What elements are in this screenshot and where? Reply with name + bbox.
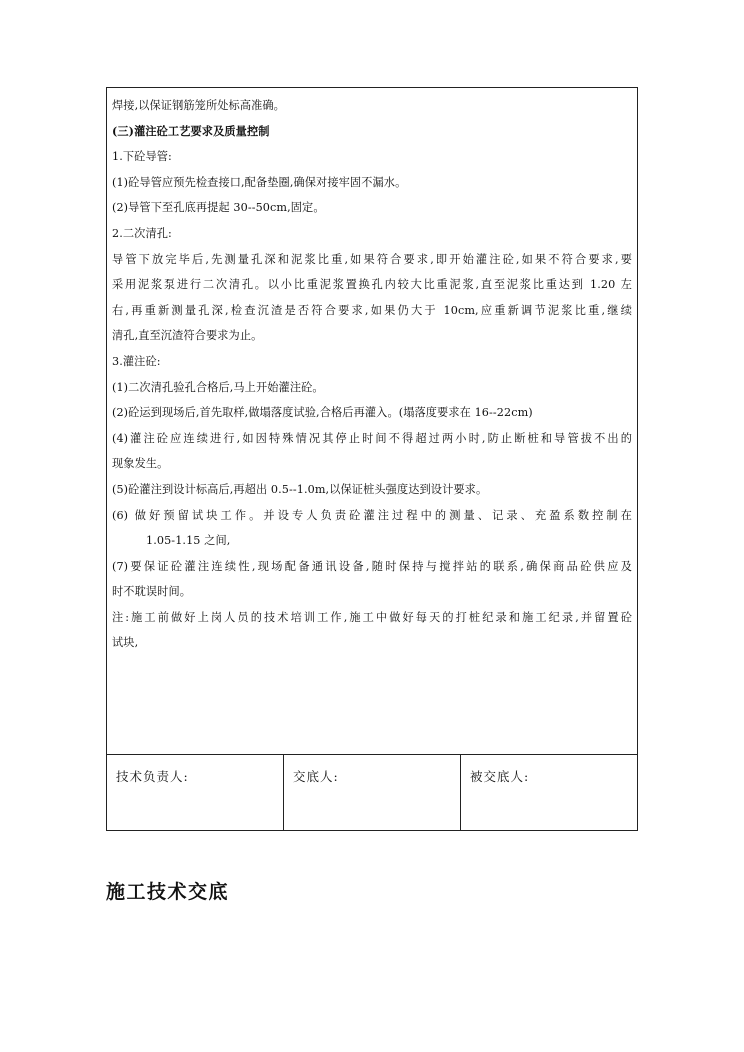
content-line: 2.二次清孔: xyxy=(112,226,172,240)
content-line: (三)灌注砼工艺要求及质量控制 xyxy=(112,123,270,138)
content-line: 采用泥浆泵进行二次清孔。以小比重泥浆置换孔内较大比重泥浆,直至泥浆比重达到 1.20 左 xyxy=(112,278,632,292)
content-line: 1.下砼导管: xyxy=(112,150,172,164)
content-line: (7)要保证砼灌注连续性,现场配备通讯设备,随时保持与搅拌站的联系,确保商品砼供应及 xyxy=(112,559,632,573)
tech-lead-label: 技术负责人: xyxy=(116,769,189,784)
content-line: 现象发生。 xyxy=(112,457,169,471)
briefer-label: 交底人: xyxy=(293,769,339,784)
content-line: 导管下放完毕后,先测量孔深和泥浆比重,如果符合要求,即开始灌注砼,如果不符合要求,要 xyxy=(112,252,632,266)
content-line: 试块, xyxy=(112,636,139,650)
content-line: (2)砼运到现场后,首先取样,做塌落度试验,合格后再灌入。(塌落度要求在 16--22cm) xyxy=(112,406,533,420)
briefer-signature-cell xyxy=(284,755,461,830)
content-line: 3.灌注砼: xyxy=(112,354,161,368)
content-line: (1)砼导管应预先检查接口,配备垫圈,确保对接牢固不漏水。 xyxy=(112,175,407,189)
content-line: 清孔,直至沉渣符合要求为止。 xyxy=(112,329,263,343)
content-line: (4)灌注砼应连续进行,如因特殊情况其停止时间不得超过两小时,防止断桩和导管拔不出的 xyxy=(112,431,632,445)
content-line: 注:施工前做好上岗人员的技术培训工作,施工中做好每天的打桩纪录和施工纪录,并留置砼 xyxy=(112,610,632,624)
content-cell xyxy=(107,88,637,755)
next-page-title: 施工技术交底 xyxy=(106,881,230,903)
signature-row xyxy=(107,755,637,830)
content-line: 右,再重新测量孔深,检查沉渣是否符合要求,如果仍大于 10cm,应重新调节泥浆比重,继续 xyxy=(112,303,632,317)
tech-lead-signature-cell xyxy=(107,755,284,830)
content-line: (5)砼灌注到设计标高后,再超出 0.5--1.0m,以保证桩头强度达到设计要求。 xyxy=(112,482,488,496)
content-line: (6) 做好预留试块工作。并设专人负责砼灌注过程中的测量、记录、充盈系数控制在 xyxy=(112,508,632,522)
content-line: (2)导管下至孔底再提起 30--50cm,固定。 xyxy=(112,201,325,215)
receiver-signature-cell xyxy=(461,755,637,830)
receiver-label: 被交底人: xyxy=(470,769,530,784)
content-line: 焊接,以保证钢筋笼所处标高准确。 xyxy=(112,99,285,112)
briefing-table xyxy=(106,87,638,831)
content-line: (1)二次清孔验孔合格后,马上开始灌注砼。 xyxy=(112,380,324,394)
content-line: 1.05-1.15 之间, xyxy=(146,534,231,548)
content-line: 时不耽误时间。 xyxy=(112,585,192,599)
